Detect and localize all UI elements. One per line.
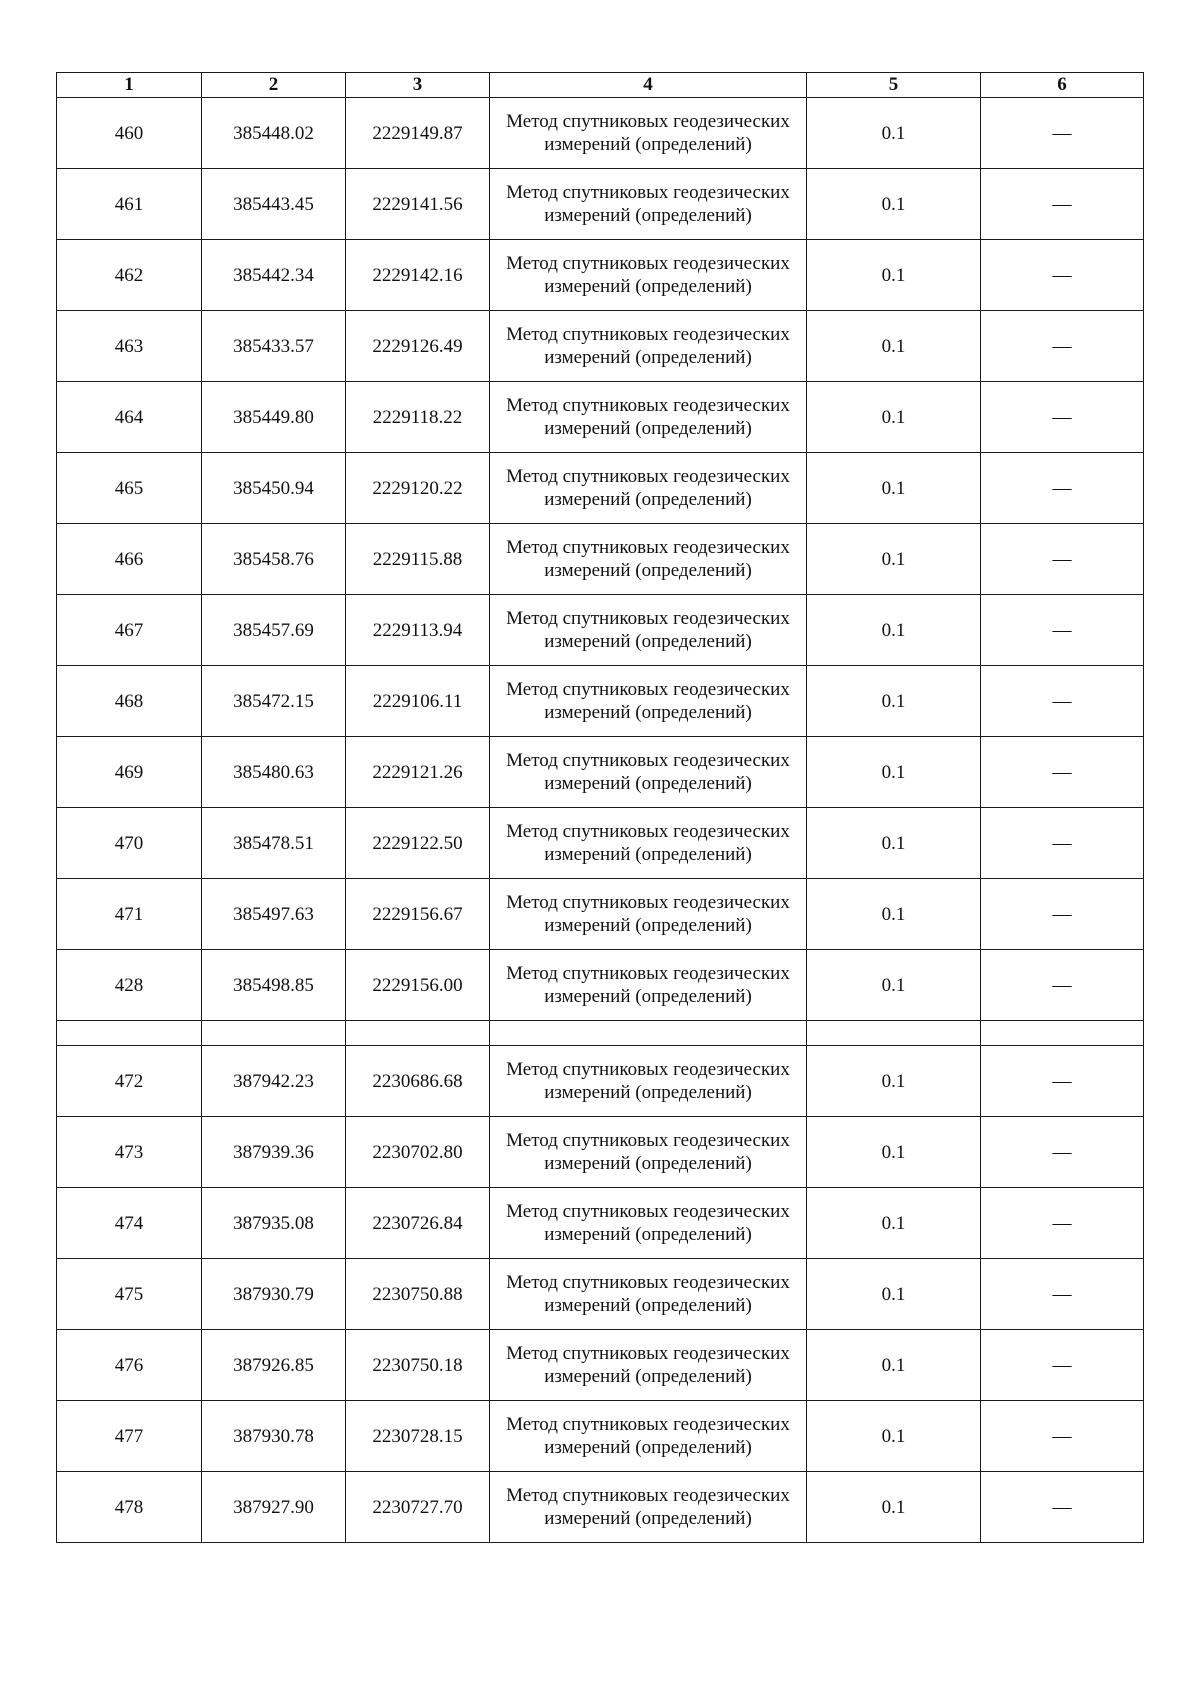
method-cell	[490, 1046, 807, 1117]
accuracy-cell: 0.1	[807, 1188, 981, 1259]
x-coordinate-cell: 387935.08	[202, 1188, 346, 1259]
y-coordinate-cell: 2230726.84	[346, 1188, 490, 1259]
method-cell	[490, 1401, 807, 1472]
accuracy-cell: 0.1	[807, 240, 981, 311]
y-coordinate-cell: 2230702.80	[346, 1117, 490, 1188]
table-row	[57, 950, 1144, 1021]
accuracy-cell: 0.1	[807, 1401, 981, 1472]
accuracy-cell: 0.1	[807, 666, 981, 737]
y-coordinate-cell: 2230728.15	[346, 1401, 490, 1472]
note-cell: —	[981, 808, 1144, 879]
column-header-1: 1	[57, 73, 202, 98]
note-cell: —	[981, 666, 1144, 737]
method-text: Метод спутниковых геодезических измерений (определений)	[506, 963, 790, 1007]
accuracy-cell: 0.1	[807, 879, 981, 950]
note-cell: —	[981, 1117, 1144, 1188]
x-coordinate-cell: 385458.76	[202, 524, 346, 595]
note-cell: —	[981, 879, 1144, 950]
note-cell: —	[981, 737, 1144, 808]
method-cell	[490, 808, 807, 879]
accuracy-cell: 0.1	[807, 1472, 981, 1543]
table-row	[57, 169, 1144, 240]
table-row	[57, 666, 1144, 737]
point-number-cell: 465	[57, 453, 202, 524]
method-text: Метод спутниковых геодезических измерений (определений)	[506, 1485, 790, 1529]
y-coordinate-cell: 2230686.68	[346, 1046, 490, 1117]
y-coordinate-cell: 2229122.50	[346, 808, 490, 879]
method-text: Метод спутниковых геодезических измерений (определений)	[506, 821, 790, 865]
accuracy-cell: 0.1	[807, 98, 981, 169]
method-cell	[490, 666, 807, 737]
accuracy-cell: 0.1	[807, 453, 981, 524]
x-coordinate-cell: 387942.23	[202, 1046, 346, 1117]
note-cell: —	[981, 1401, 1144, 1472]
method-text: Метод спутниковых геодезических измерений (определений)	[506, 1414, 790, 1458]
empty-cell	[807, 1021, 981, 1046]
point-number-cell: 472	[57, 1046, 202, 1117]
accuracy-cell: 0.1	[807, 1259, 981, 1330]
x-coordinate-cell: 385472.15	[202, 666, 346, 737]
point-number-cell: 478	[57, 1472, 202, 1543]
method-text: Метод спутниковых геодезических измерений (определений)	[506, 182, 790, 226]
table-row	[57, 453, 1144, 524]
header-row	[57, 73, 1144, 98]
note-cell: —	[981, 1330, 1144, 1401]
method-cell	[490, 950, 807, 1021]
note-cell: —	[981, 1259, 1144, 1330]
table-row	[57, 1046, 1144, 1117]
note-cell: —	[981, 595, 1144, 666]
point-number-cell: 476	[57, 1330, 202, 1401]
x-coordinate-cell: 385433.57	[202, 311, 346, 382]
point-number-cell: 470	[57, 808, 202, 879]
method-text: Метод спутниковых геодезических измерений (определений)	[506, 1059, 790, 1103]
table-row	[57, 524, 1144, 595]
separator-row	[57, 1021, 1144, 1046]
method-text: Метод спутниковых геодезических измерений (определений)	[506, 111, 790, 155]
method-text: Метод спутниковых геодезических измерений (определений)	[506, 395, 790, 439]
table-row	[57, 1117, 1144, 1188]
method-cell	[490, 1259, 807, 1330]
y-coordinate-cell: 2230750.88	[346, 1259, 490, 1330]
table-row	[57, 1188, 1144, 1259]
table-row	[57, 595, 1144, 666]
table-body	[57, 98, 1144, 1543]
method-cell	[490, 595, 807, 666]
accuracy-cell: 0.1	[807, 595, 981, 666]
y-coordinate-cell: 2229115.88	[346, 524, 490, 595]
empty-cell	[981, 1021, 1144, 1046]
method-cell	[490, 1117, 807, 1188]
point-number-cell: 471	[57, 879, 202, 950]
x-coordinate-cell: 385442.34	[202, 240, 346, 311]
method-cell	[490, 1188, 807, 1259]
y-coordinate-cell: 2229149.87	[346, 98, 490, 169]
x-coordinate-cell: 387927.90	[202, 1472, 346, 1543]
accuracy-cell: 0.1	[807, 808, 981, 879]
x-coordinate-cell: 385498.85	[202, 950, 346, 1021]
table-row	[57, 98, 1144, 169]
accuracy-cell: 0.1	[807, 169, 981, 240]
table-row	[57, 1401, 1144, 1472]
accuracy-cell: 0.1	[807, 737, 981, 808]
point-number-cell: 477	[57, 1401, 202, 1472]
method-text: Метод спутниковых геодезических измерений (определений)	[506, 750, 790, 794]
note-cell: —	[981, 98, 1144, 169]
table-row	[57, 879, 1144, 950]
empty-cell	[490, 1021, 807, 1046]
method-cell	[490, 879, 807, 950]
method-text: Метод спутниковых геодезических измерений (определений)	[506, 537, 790, 581]
accuracy-cell: 0.1	[807, 1330, 981, 1401]
point-number-cell: 428	[57, 950, 202, 1021]
column-header-5: 5	[807, 73, 981, 98]
point-number-cell: 466	[57, 524, 202, 595]
point-number-cell: 463	[57, 311, 202, 382]
method-text: Метод спутниковых геодезических измерений (определений)	[506, 466, 790, 510]
method-cell	[490, 311, 807, 382]
method-text: Метод спутниковых геодезических измерений (определений)	[506, 253, 790, 297]
method-cell	[490, 240, 807, 311]
point-number-cell: 474	[57, 1188, 202, 1259]
method-cell	[490, 382, 807, 453]
accuracy-cell: 0.1	[807, 524, 981, 595]
x-coordinate-cell: 385478.51	[202, 808, 346, 879]
method-cell	[490, 1330, 807, 1401]
empty-cell	[346, 1021, 490, 1046]
point-number-cell: 464	[57, 382, 202, 453]
point-number-cell: 460	[57, 98, 202, 169]
method-cell	[490, 98, 807, 169]
table-row	[57, 1472, 1144, 1543]
y-coordinate-cell: 2229156.00	[346, 950, 490, 1021]
x-coordinate-cell: 385443.45	[202, 169, 346, 240]
table-row	[57, 737, 1144, 808]
table-row	[57, 808, 1144, 879]
point-number-cell: 475	[57, 1259, 202, 1330]
point-number-cell: 469	[57, 737, 202, 808]
empty-cell	[202, 1021, 346, 1046]
y-coordinate-cell: 2229118.22	[346, 382, 490, 453]
method-cell	[490, 737, 807, 808]
note-cell: —	[981, 382, 1144, 453]
point-number-cell: 462	[57, 240, 202, 311]
note-cell: —	[981, 169, 1144, 240]
y-coordinate-cell: 2229113.94	[346, 595, 490, 666]
note-cell: —	[981, 524, 1144, 595]
note-cell: —	[981, 240, 1144, 311]
method-text: Метод спутниковых геодезических измерений (определений)	[506, 679, 790, 723]
method-text: Метод спутниковых геодезических измерений (определений)	[506, 1201, 790, 1245]
x-coordinate-cell: 387930.78	[202, 1401, 346, 1472]
note-cell: —	[981, 950, 1144, 1021]
table-header	[57, 73, 1144, 98]
accuracy-cell: 0.1	[807, 1046, 981, 1117]
coordinates-table	[56, 72, 1144, 1543]
x-coordinate-cell: 385448.02	[202, 98, 346, 169]
column-header-4: 4	[490, 73, 807, 98]
y-coordinate-cell: 2230750.18	[346, 1330, 490, 1401]
y-coordinate-cell: 2229121.26	[346, 737, 490, 808]
method-text: Метод спутниковых геодезических измерений (определений)	[506, 324, 790, 368]
y-coordinate-cell: 2229156.67	[346, 879, 490, 950]
accuracy-cell: 0.1	[807, 1117, 981, 1188]
point-number-cell: 468	[57, 666, 202, 737]
table-row	[57, 311, 1144, 382]
table-row	[57, 382, 1144, 453]
x-coordinate-cell: 385450.94	[202, 453, 346, 524]
method-text: Метод спутниковых геодезических измерений (определений)	[506, 608, 790, 652]
accuracy-cell: 0.1	[807, 382, 981, 453]
y-coordinate-cell: 2229106.11	[346, 666, 490, 737]
x-coordinate-cell: 385497.63	[202, 879, 346, 950]
note-cell: —	[981, 311, 1144, 382]
column-header-6: 6	[981, 73, 1144, 98]
x-coordinate-cell: 387930.79	[202, 1259, 346, 1330]
point-number-cell: 461	[57, 169, 202, 240]
method-text: Метод спутниковых геодезических измерений (определений)	[506, 1130, 790, 1174]
table-row	[57, 1330, 1144, 1401]
y-coordinate-cell: 2229120.22	[346, 453, 490, 524]
method-text: Метод спутниковых геодезических измерений (определений)	[506, 892, 790, 936]
empty-cell	[57, 1021, 202, 1046]
method-text: Метод спутниковых геодезических измерений (определений)	[506, 1343, 790, 1387]
y-coordinate-cell: 2229126.49	[346, 311, 490, 382]
accuracy-cell: 0.1	[807, 950, 981, 1021]
accuracy-cell: 0.1	[807, 311, 981, 382]
note-cell: —	[981, 453, 1144, 524]
point-number-cell: 473	[57, 1117, 202, 1188]
point-number-cell: 467	[57, 595, 202, 666]
note-cell: —	[981, 1472, 1144, 1543]
y-coordinate-cell: 2230727.70	[346, 1472, 490, 1543]
y-coordinate-cell: 2229142.16	[346, 240, 490, 311]
method-text: Метод спутниковых геодезических измерений (определений)	[506, 1272, 790, 1316]
x-coordinate-cell: 385449.80	[202, 382, 346, 453]
y-coordinate-cell: 2229141.56	[346, 169, 490, 240]
note-cell: —	[981, 1188, 1144, 1259]
table-row	[57, 240, 1144, 311]
note-cell: —	[981, 1046, 1144, 1117]
method-cell	[490, 524, 807, 595]
x-coordinate-cell: 385480.63	[202, 737, 346, 808]
method-cell	[490, 453, 807, 524]
x-coordinate-cell: 387939.36	[202, 1117, 346, 1188]
x-coordinate-cell: 385457.69	[202, 595, 346, 666]
method-cell	[490, 169, 807, 240]
column-header-2: 2	[202, 73, 346, 98]
table-row	[57, 1259, 1144, 1330]
column-header-3: 3	[346, 73, 490, 98]
method-cell	[490, 1472, 807, 1543]
x-coordinate-cell: 387926.85	[202, 1330, 346, 1401]
